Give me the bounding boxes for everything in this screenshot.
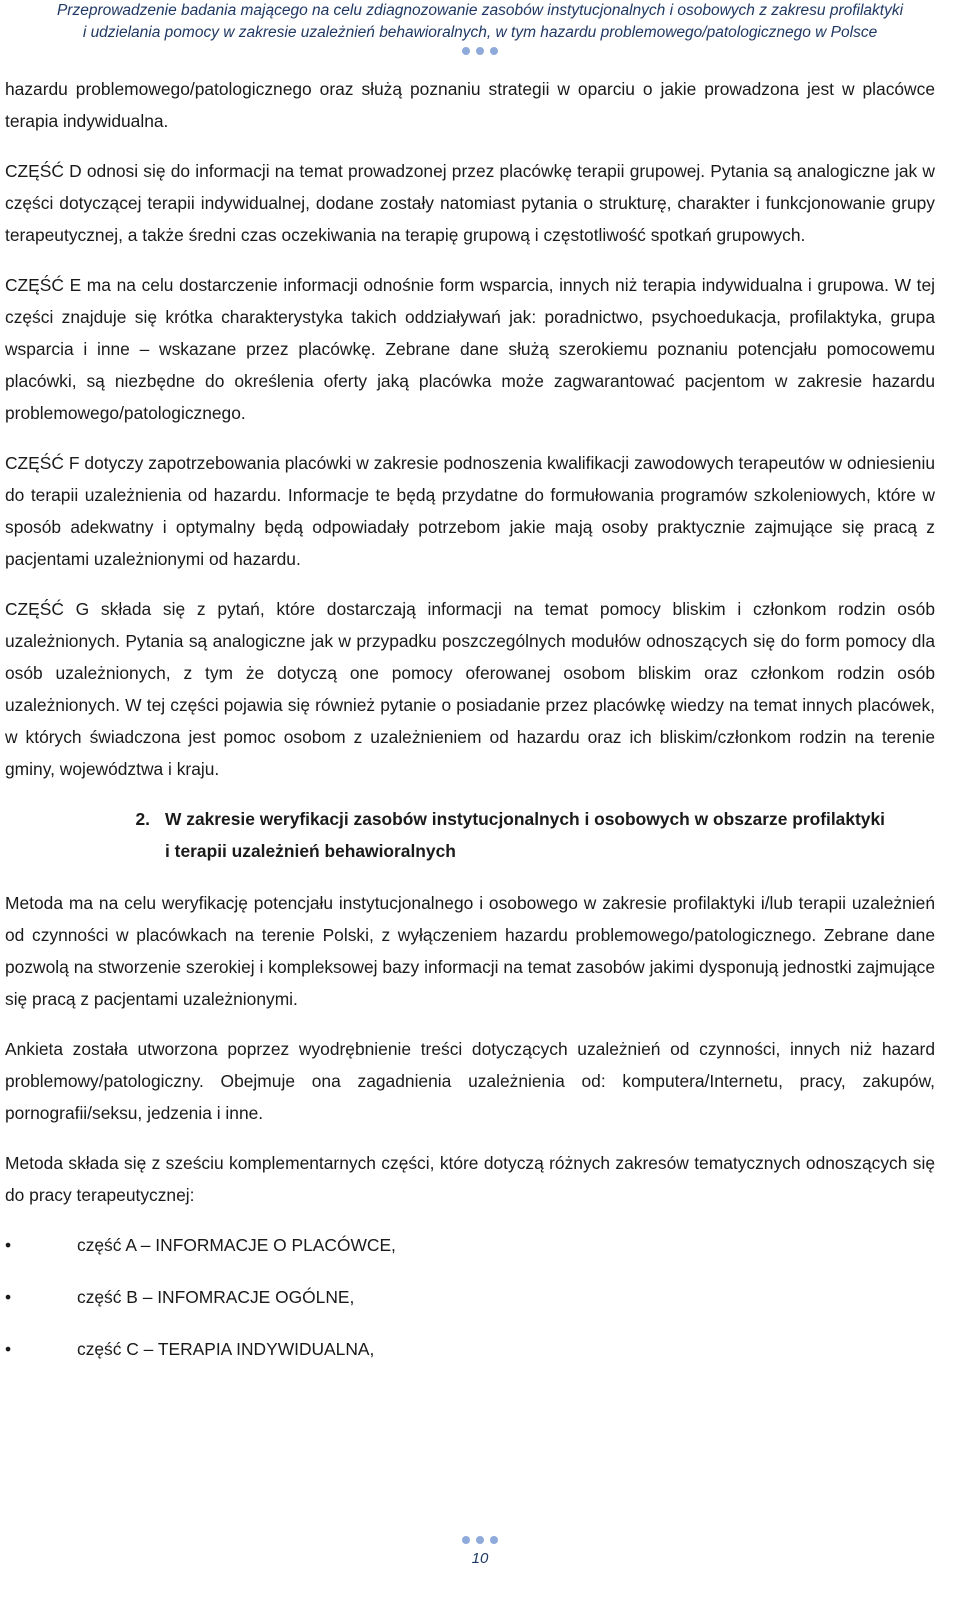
paragraph-part-d: CZĘŚĆ D odnosi się do informacji na temat prowadzonej przez placówkę terapii grupowej. Pytania są analogiczne jak w części dotyczącej terapii indywidualnej, dodane zostały natomiast pytania o strukturę, charakter i funkcjonowanie grupy terapeutycznej, a także średni czas oczekiwania na terapię grupową i częstotliwość spotkań grupowych.	[5, 161, 935, 245]
bullet-icon: •	[5, 1287, 12, 1307]
footer-dots	[0, 1536, 960, 1544]
header-dots	[0, 47, 960, 55]
paragraph-structure: Metoda składa się z sześciu komplementarnych części, które dotyczą różnych zakresów tematycznych odnoszących się do pracy terapeutycznej:	[5, 1153, 935, 1205]
dot-icon	[462, 47, 470, 55]
list-item-text: część A – INFORMACJE O PLACÓWCE,	[77, 1235, 396, 1255]
section-number: 2.	[135, 809, 150, 829]
paragraph-part-g: CZĘŚĆ G składa się z pytań, które dostarczają informacji na temat pomocy bliskim i członkom rodzin osób uzależnionych. Pytania są analogiczne jak w przypadku poszczególnych modułów odnoszących się do form pomocy dla osób uzależnionych, z tym że dotyczą one pomocy oferowanej osobom bliskim oraz członkom rodzin osób uzależnionych. W tej części pojawia się również pytanie o posiadanie przez placówkę wiedzy na temat innych placówek, w których świadczona jest pomoc osobom z uzależnieniem od hazardu oraz ich bliskim/członkom rodzin na terenie gminy, województwa i kraju.	[5, 599, 935, 779]
dot-icon	[490, 1536, 498, 1544]
paragraph-part-e: CZĘŚĆ E ma na celu dostarczenie informacji odnośnie form wsparcia, innych niż terapia indywidualna i grupowa. W tej części znajduje się krótka charakterystyka takich oddziaływań jak: poradnictwo, psychoedukacja, profilaktyka, grupa wsparcia i inne – wskazane przez placówkę. Zebrane dane służą szerokiemu poznaniu potencjału pomocowemu placówki, są niezbędne do określenia oferty jaką placówka może zagwarantować pacjentom w zakresie hazardu problemowego/patologicznego.	[5, 275, 935, 423]
dot-icon	[490, 47, 498, 55]
header-line-1: Przeprowadzenie badania mającego na celu zdiagnozowanie zasobów instytucjonalnych i osobowych z zakresu profilaktyki	[56, 2, 904, 19]
parts-list	[5, 1229, 935, 1365]
paragraph-survey: Ankieta została utworzona poprzez wyodrębnienie treści dotyczących uzależnień od czynności, innych niż hazard problemowy/patologiczny. Obejmuje ona zagadnienia uzależnienia od: komputera/Internetu, pracy, zakupów, pornografii/seksu, jedzenia i inne.	[5, 1039, 935, 1123]
list-item-text: część C – TERAPIA INDYWIDUALNA,	[77, 1339, 375, 1359]
section-heading	[5, 803, 935, 867]
list-item	[5, 1229, 935, 1261]
list-item	[5, 1281, 935, 1313]
page-number: 10	[471, 1550, 489, 1567]
dot-icon	[476, 47, 484, 55]
list-item-text: część B – INFOMRACJE OGÓLNE,	[77, 1287, 355, 1307]
dot-icon	[462, 1536, 470, 1544]
section-title: W zakresie weryfikacji zasobów instytucjonalnych i osobowych w obszarze profilaktyki i terapii uzależnień behawioralnych	[165, 809, 885, 861]
document-body	[5, 73, 935, 1385]
bullet-icon: •	[5, 1235, 12, 1255]
dot-icon	[476, 1536, 484, 1544]
paragraph-method: Metoda ma na celu weryfikację potencjału instytucjonalnego i osobowego w zakresie profilaktyki i/lub terapii uzależnień od czynności w placówkach na terenie Polski, z wyłączeniem hazardu problemowego/patologicznego. Zebrane dane pozwolą na stworzenie szerokiej i kompleksowej bazy informacji na temat zasobów jakimi dysponują jednostki zajmujące się pracą z pacjentami uzależnionymi.	[5, 893, 935, 1009]
paragraph-part-f: CZĘŚĆ F dotyczy zapotrzebowania placówki w zakresie podnoszenia kwalifikacji zawodowych terapeutów w odniesieniu do terapii uzależnienia od hazardu. Informacje te będą przydatne do formułowania programów szkoleniowych, które w sposób adekwatny i optymalny będą odpowiadały potrzebom jakie mają osoby praktycznie zajmujące się pracą z pacjentami uzależnionymi od hazardu.	[5, 453, 935, 569]
header-line-2: i udzielania pomocy w zakresie uzależnień behawioralnych, w tym hazardu problemowego/patologicznego w Polsce	[82, 24, 878, 41]
bullet-icon: •	[5, 1339, 12, 1359]
page-header	[0, 0, 960, 55]
page-footer	[0, 1536, 960, 1567]
paragraph: hazardu problemowego/patologicznego oraz służą poznaniu strategii w oparciu o jakie prowadzona jest w placówce terapia indywidualna.	[5, 79, 935, 131]
list-item	[5, 1333, 935, 1365]
